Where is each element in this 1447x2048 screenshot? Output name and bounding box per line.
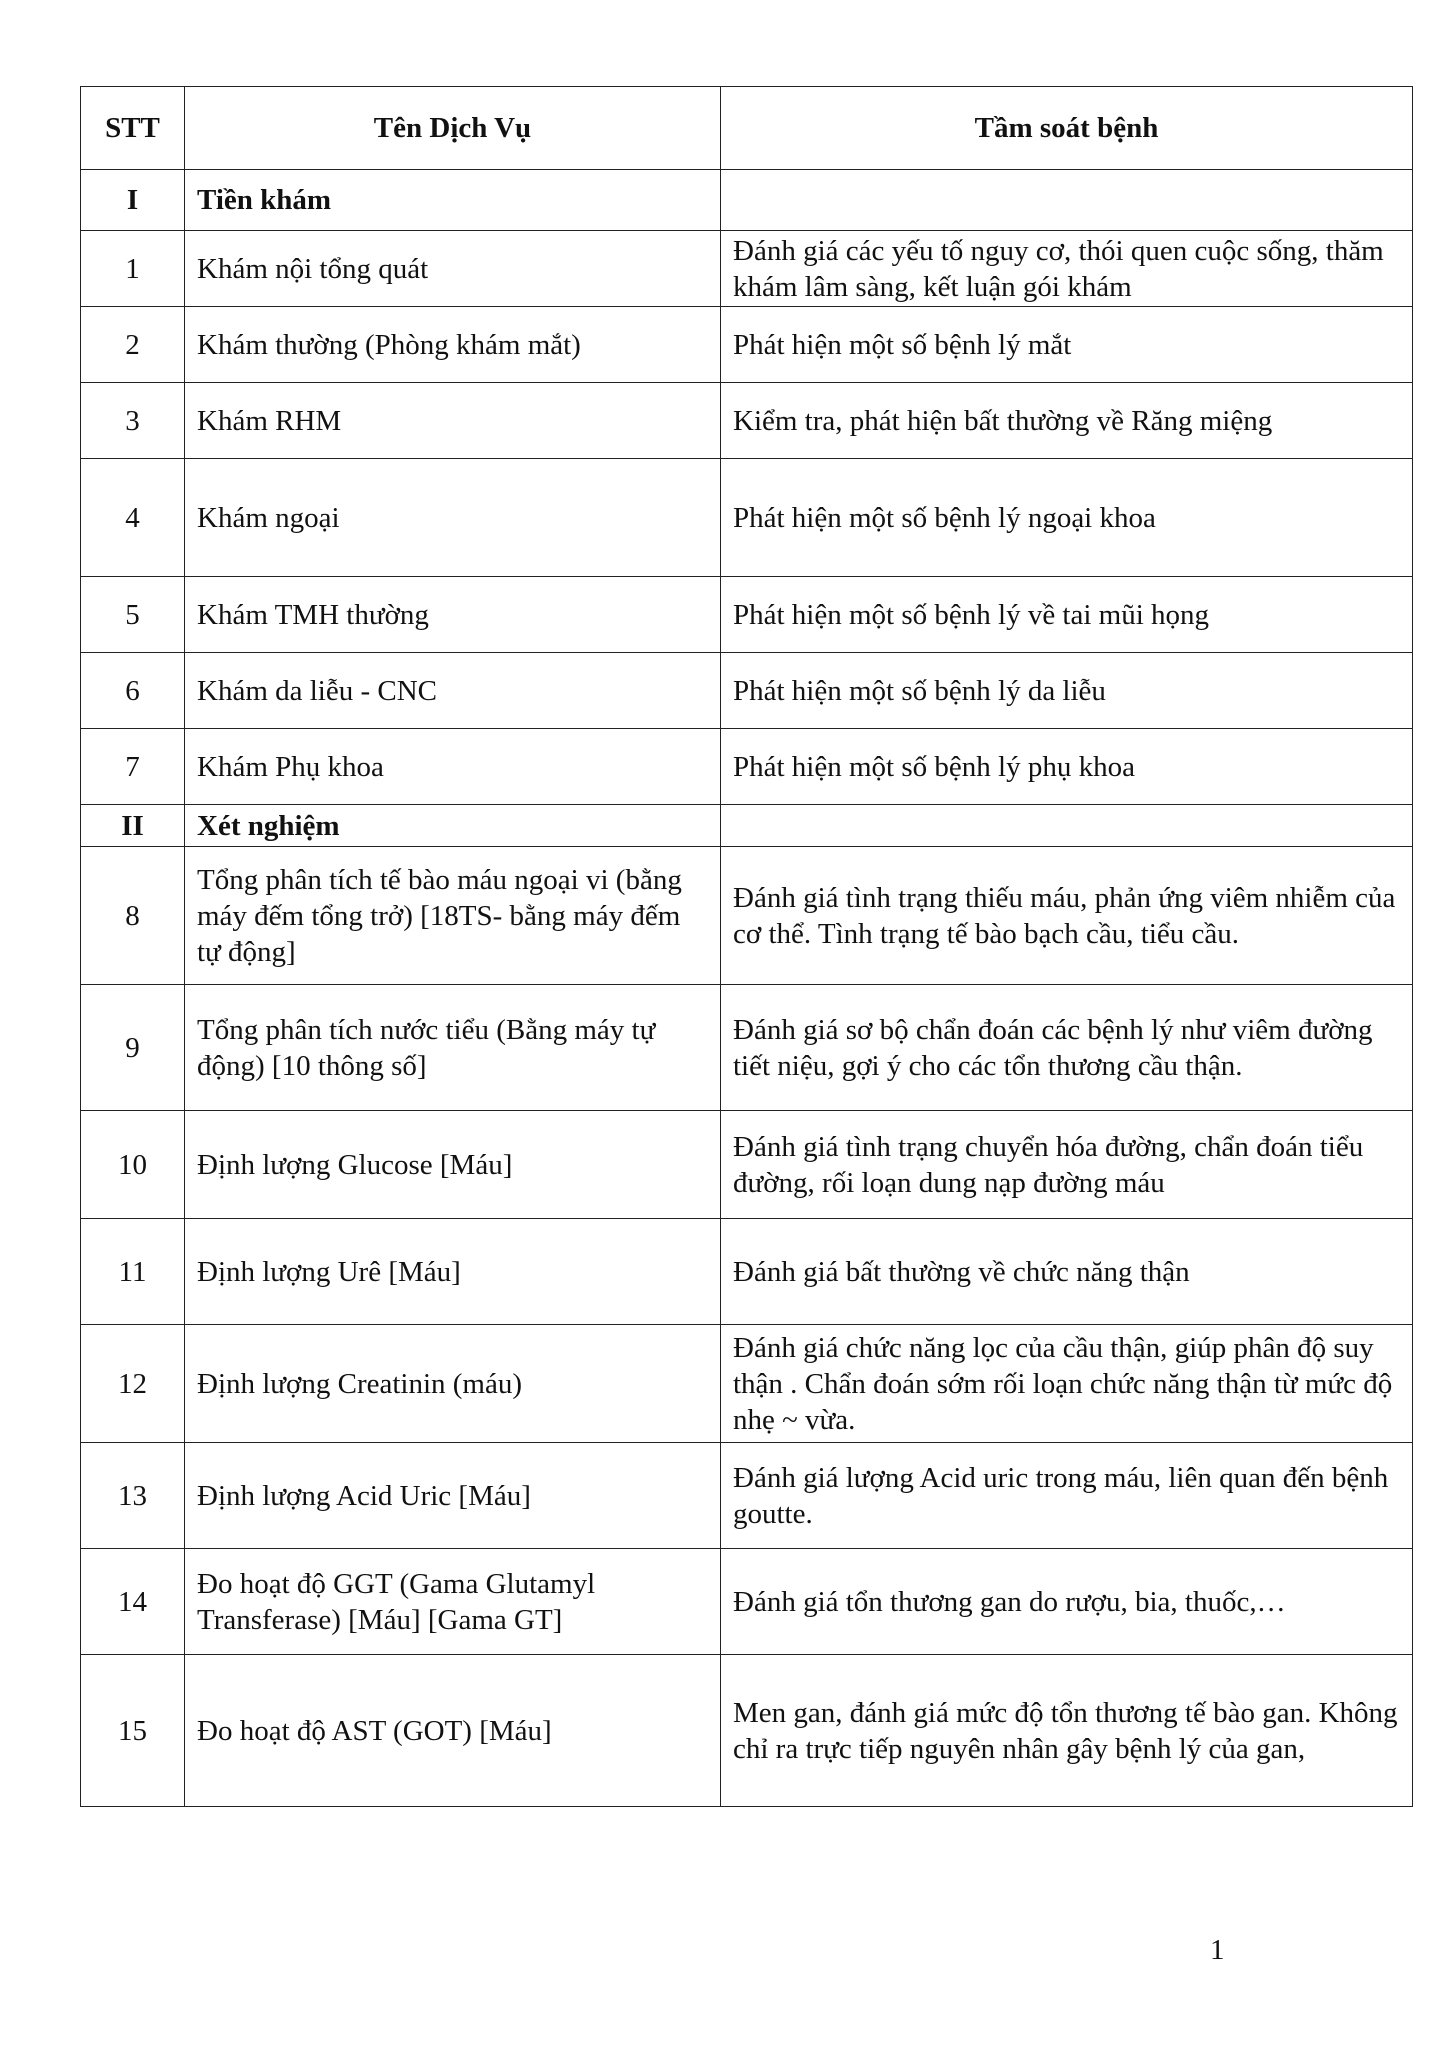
cell-stt: 13 (81, 1443, 185, 1549)
cell-stt: I (81, 170, 185, 231)
cell-screening: Đánh giá chức năng lọc của cầu thận, giúp phân độ suy thận . Chẩn đoán sớm rối loạn chức năng thận từ mức độ nhẹ ~ vừa. (721, 1325, 1413, 1443)
table-row (81, 459, 1413, 577)
cell-stt: 9 (81, 985, 185, 1111)
cell-stt: 10 (81, 1111, 185, 1219)
section-row (81, 170, 1413, 231)
cell-service-name: Khám da liễu - CNC (185, 653, 721, 729)
table-row (81, 847, 1413, 985)
table-row (81, 653, 1413, 729)
cell-stt: 15 (81, 1655, 185, 1807)
table-row (81, 383, 1413, 459)
cell-screening (721, 805, 1413, 847)
cell-service-name: Khám Phụ khoa (185, 729, 721, 805)
cell-screening: Đánh giá lượng Acid uric trong máu, liên quan đến bệnh goutte. (721, 1443, 1413, 1549)
section-row (81, 805, 1413, 847)
cell-service-name: Định lượng Acid Uric [Máu] (185, 1443, 721, 1549)
cell-service-name: Khám TMH thường (185, 577, 721, 653)
cell-screening: Đánh giá bất thường về chức năng thận (721, 1219, 1413, 1325)
cell-screening: Kiểm tra, phát hiện bất thường về Răng miệng (721, 383, 1413, 459)
cell-screening: Đánh giá tình trạng thiếu máu, phản ứng viêm nhiễm của cơ thể. Tình trạng tế bào bạch cầu, tiểu cầu. (721, 847, 1413, 985)
cell-stt: 7 (81, 729, 185, 805)
cell-service-name: Đo hoạt độ AST (GOT) [Máu] (185, 1655, 721, 1807)
header-screening: Tầm soát bệnh (721, 87, 1413, 170)
cell-screening: Phát hiện một số bệnh lý phụ khoa (721, 729, 1413, 805)
table-row (81, 1549, 1413, 1655)
cell-screening: Đánh giá tổn thương gan do rượu, bia, thuốc,… (721, 1549, 1413, 1655)
table-row (81, 1111, 1413, 1219)
table-body (81, 170, 1413, 1807)
cell-service-name: Định lượng Urê [Máu] (185, 1219, 721, 1325)
cell-stt: II (81, 805, 185, 847)
cell-stt: 2 (81, 307, 185, 383)
cell-screening: Phát hiện một số bệnh lý về tai mũi họng (721, 577, 1413, 653)
cell-screening: Men gan, đánh giá mức độ tổn thương tế bào gan. Không chỉ ra trực tiếp nguyên nhân gây bệnh lý của gan, (721, 1655, 1413, 1807)
table-row (81, 1219, 1413, 1325)
cell-service-name: Khám RHM (185, 383, 721, 459)
table-row (81, 729, 1413, 805)
services-table (80, 86, 1413, 1807)
cell-service-name: Khám thường (Phòng khám mắt) (185, 307, 721, 383)
table-row (81, 1443, 1413, 1549)
cell-screening: Phát hiện một số bệnh lý mắt (721, 307, 1413, 383)
cell-service-name: Khám ngoại (185, 459, 721, 577)
cell-screening: Đánh giá tình trạng chuyển hóa đường, chẩn đoán tiểu đường, rối loạn dung nạp đường máu (721, 1111, 1413, 1219)
cell-stt: 12 (81, 1325, 185, 1443)
table-row (81, 577, 1413, 653)
cell-service-name: Khám nội tổng quát (185, 231, 721, 307)
table-row (81, 307, 1413, 383)
cell-screening: Phát hiện một số bệnh lý ngoại khoa (721, 459, 1413, 577)
cell-screening: Phát hiện một số bệnh lý da liễu (721, 653, 1413, 729)
header-service-name: Tên Dịch Vụ (185, 87, 721, 170)
cell-stt: 1 (81, 231, 185, 307)
page-number: 1 (1210, 1934, 1225, 1966)
header-stt: STT (81, 87, 185, 170)
cell-stt: 14 (81, 1549, 185, 1655)
cell-service-name: Định lượng Glucose [Máu] (185, 1111, 721, 1219)
table-row (81, 1325, 1413, 1443)
cell-service-name: Định lượng Creatinin (máu) (185, 1325, 721, 1443)
cell-service-name: Đo hoạt độ GGT (Gama Glutamyl Transferase) [Máu] [Gama GT] (185, 1549, 721, 1655)
cell-screening: Đánh giá các yếu tố nguy cơ, thói quen cuộc sống, thăm khám lâm sàng, kết luận gói khám (721, 231, 1413, 307)
table-row (81, 985, 1413, 1111)
cell-service-name: Tổng phân tích tế bào máu ngoại vi (bằng máy đếm tổng trở) [18TS- bằng máy đếm tự động] (185, 847, 721, 985)
cell-stt: 3 (81, 383, 185, 459)
cell-screening: Đánh giá sơ bộ chẩn đoán các bệnh lý như viêm đường tiết niệu, gợi ý cho các tổn thương cầu thận. (721, 985, 1413, 1111)
cell-stt: 11 (81, 1219, 185, 1325)
table-row (81, 1655, 1413, 1807)
cell-service-name: Xét nghiệm (185, 805, 721, 847)
cell-service-name: Tiền khám (185, 170, 721, 231)
cell-service-name: Tổng phân tích nước tiểu (Bằng máy tự động) [10 thông số] (185, 985, 721, 1111)
table-row (81, 231, 1413, 307)
cell-stt: 4 (81, 459, 185, 577)
cell-stt: 6 (81, 653, 185, 729)
cell-screening (721, 170, 1413, 231)
cell-stt: 5 (81, 577, 185, 653)
cell-stt: 8 (81, 847, 185, 985)
table-header-row (81, 87, 1413, 170)
